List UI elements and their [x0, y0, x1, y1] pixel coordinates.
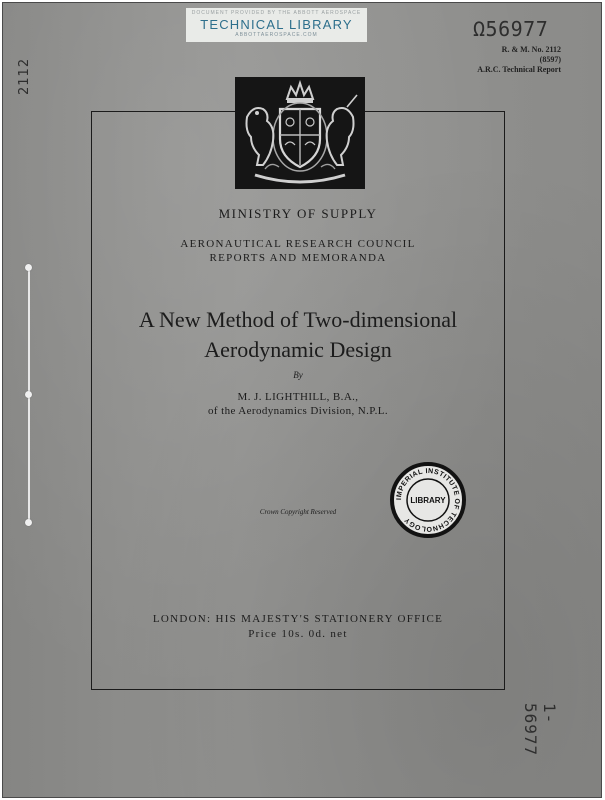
council-heading — [91, 237, 505, 265]
report-reference — [477, 45, 561, 75]
report-code: (8597) — [539, 55, 561, 64]
technical-library-banner[interactable] — [186, 8, 367, 42]
staple-hole-2 — [25, 391, 32, 398]
seal-ring-text: IMPERIAL INSTITUTE OF TECHNOLOGY — [395, 467, 461, 533]
banner-title: TECHNICAL LIBRARY — [200, 17, 353, 32]
by-label: By — [293, 370, 303, 380]
author-name: M. J. LIGHTHILL, B.A., — [237, 391, 359, 403]
report-type: A.R.C. Technical Report — [477, 65, 561, 74]
staple-hole-3 — [25, 519, 32, 526]
handwritten-catalog-number: Ω56977 — [473, 17, 549, 41]
royal-coat-of-arms-icon — [235, 77, 365, 189]
report-number: R. & M. No. 2112 — [501, 45, 561, 54]
banner-website: ABBOTTAEROSPACE.COM — [235, 32, 318, 38]
handwritten-side-number: 1-56977 — [521, 703, 559, 757]
author-block — [91, 390, 505, 418]
publisher-name: LONDON: HIS MAJESTY'S STATIONERY OFFICE — [152, 613, 444, 625]
banner-superscript: DOCUMENT PROVIDED BY THE ABBOTT AEROSPACE — [191, 10, 362, 16]
crown-copyright: Crown Copyright Reserved — [259, 508, 337, 516]
publisher-block — [91, 612, 505, 642]
document-title — [91, 305, 505, 365]
library-seal-icon — [390, 462, 466, 538]
staple-hole-1 — [25, 264, 32, 271]
handwritten-shelf-mark: 2112 — [17, 57, 32, 95]
title-line-1: A New Method of Two-dimensional — [138, 307, 458, 332]
price: Price 10s. 0d. net — [248, 628, 348, 640]
ministry-heading: MINISTRY OF SUPPLY — [218, 206, 378, 221]
council-line-2: REPORTS AND MEMORANDA — [209, 252, 387, 264]
title-line-2: Aerodynamic Design — [204, 337, 392, 362]
author-affiliation: of the Aerodynamics Division, N.P.L. — [208, 405, 388, 417]
seal-center-text: LIBRARY — [410, 496, 446, 505]
council-line-1: AERONAUTICAL RESEARCH COUNCIL — [180, 238, 416, 250]
